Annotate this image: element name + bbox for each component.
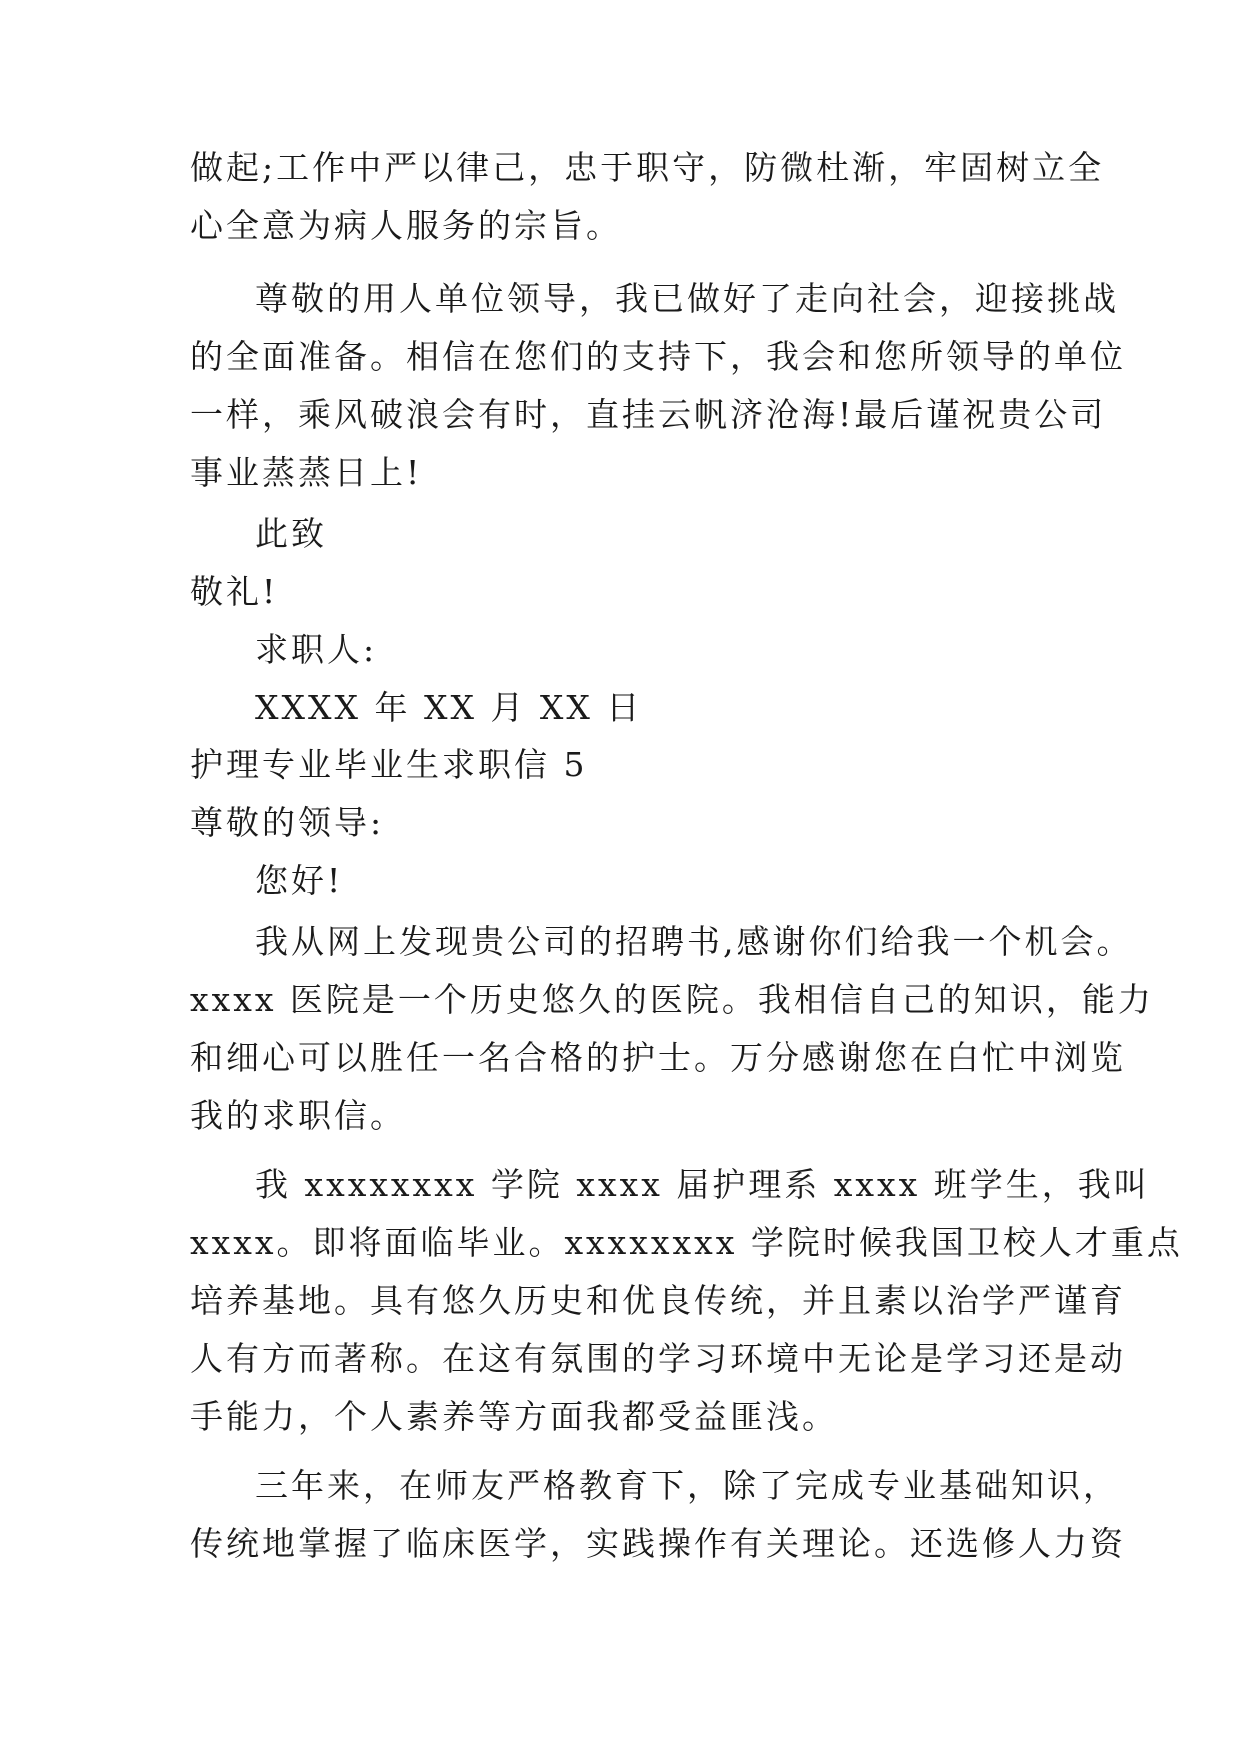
text-line: xxxx。即将面临毕业。xxxxxxxx 学院时候我国卫校人才重点 <box>190 1223 1183 1262</box>
text-line: 手能力，个人素养等方面我都受益匪浅。 <box>190 1397 838 1436</box>
text-line: XXXX 年 XX 月 XX 日 <box>255 688 643 727</box>
text-line: 求职人: <box>255 630 378 669</box>
text-line: 此致 <box>255 514 327 553</box>
text-line: 您好! <box>255 861 344 900</box>
text-line: 一样，乘风破浪会有时，直挂云帆济沧海!最后谨祝贵公司 <box>190 395 1107 434</box>
text-line: 我的求职信。 <box>190 1096 406 1135</box>
text-line: 我 xxxxxxxx 学院 xxxx 届护理系 xxxx 班学生，我叫 <box>255 1165 1150 1204</box>
text-line: 敬礼! <box>190 572 279 611</box>
text-line: 传统地掌握了临床医学，实践操作有关理论。还选修人力资 <box>190 1524 1126 1563</box>
text-line: 三年来，在师友严格教育下，除了完成专业基础知识， <box>255 1466 1119 1505</box>
text-line: 的全面准备。相信在您们的支持下，我会和您所领导的单位 <box>190 337 1126 376</box>
text-line: xxxx 医院是一个历史悠久的医院。我相信自己的知识，能力 <box>190 980 1154 1019</box>
text-line: 人有方而著称。在这有氛围的学习环境中无论是学习还是动 <box>190 1339 1126 1378</box>
text-line: 培养基地。具有悠久历史和优良传统，并且素以治学严谨育 <box>190 1281 1126 1320</box>
text-line: 尊敬的领导: <box>190 803 385 842</box>
text-line: 做起;工作中严以律己，忠于职守，防微杜渐，牢固树立全 <box>190 148 1105 187</box>
text-line: 尊敬的用人单位领导，我已做好了走向社会，迎接挑战 <box>255 279 1119 318</box>
text-line: 心全意为病人服务的宗旨。 <box>190 206 622 245</box>
text-line: 事业蒸蒸日上! <box>190 453 423 492</box>
text-line: 我从网上发现贵公司的招聘书,感谢你们给我一个机会。 <box>255 922 1133 961</box>
text-line: 和细心可以胜任一名合格的护士。万分感谢您在白忙中浏览 <box>190 1038 1126 1077</box>
text-line: 护理专业毕业生求职信 5 <box>190 745 588 784</box>
